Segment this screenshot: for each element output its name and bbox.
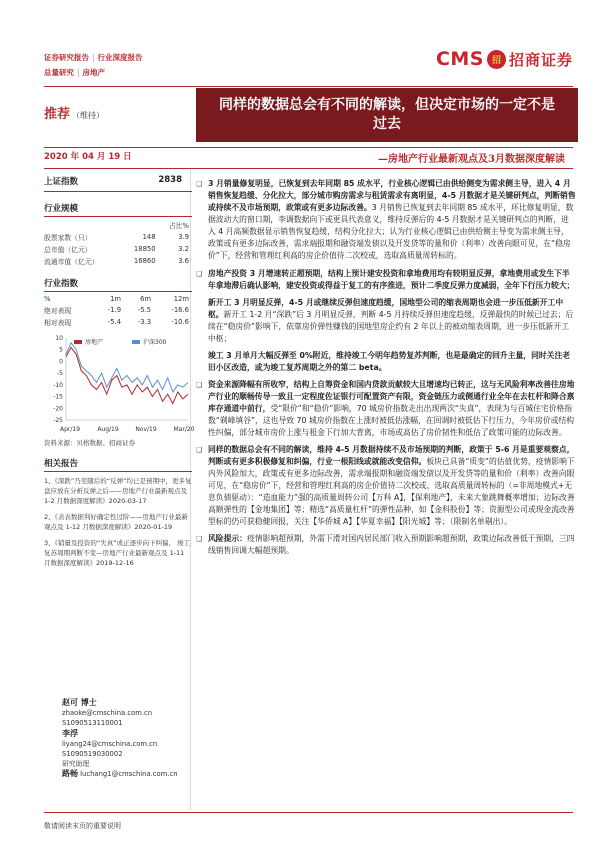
analyst-name: 李浮 [62, 728, 78, 738]
analyst-list [62, 698, 178, 780]
rating [44, 103, 104, 122]
body-paragraph: 竣工 3 月单月大幅反弹至 0%附近，维持竣工今明年趋势复苏判断，也是最确定的回升主量，同时关注老旧小区改造，或为竣工复苏周期之外的第二 beta。 [208, 351, 571, 372]
category-type: 行业深度报告 [97, 53, 143, 62]
analyst-id: S1090519030002 [62, 750, 123, 759]
legend-swatch [74, 340, 82, 344]
index-value: 2838 [158, 175, 182, 185]
analyst-name: 赵可 博士 [62, 698, 97, 707]
subtitle-rule [44, 168, 573, 169]
x-tick-label: Apr/19 [59, 426, 81, 433]
category-research: 证券研究报告 [44, 53, 89, 62]
risk-paragraph: ❑ 风险提示：疫情影响超预期，外需下滑对国内居民部门收入预期影响超预期，政策边际改善低于预期，三四线销售回调大幅超预期。 [196, 534, 575, 555]
table-row: 总市值（亿元） 18850 3.2 [44, 245, 189, 254]
index-label: 上证指数 [44, 177, 79, 187]
related-item[interactable]: 1、《深跌”乃至随后的“反弹”均已是预期中，更多复盘应放在分析反弹之后——房地产行业最新观点及 1-2 月数据深度解读》2020-03-17 [44, 477, 192, 505]
bullet-icon: ❑ [196, 446, 203, 454]
report-category: 证券研究报告 | 行业深度报告 总量研究 | 房地产 [44, 53, 143, 77]
bullet-icon: ❑ [196, 180, 203, 188]
y-tick-label: -20 [53, 405, 63, 413]
index-chart [44, 334, 195, 434]
scale-heading: 行业规模 [44, 202, 192, 217]
report-subtitle: —房地产行业最新观点及3月数据深度解读 [378, 154, 565, 165]
analyst-id: S1090513110001 [62, 719, 123, 728]
y-tick-label: 10 [55, 335, 63, 342]
related-item[interactable]: 2、《表表数据利好确定性过阶——房地产行业最新观点及 1-12 月数据深度解读》2020-01-19 [44, 513, 188, 531]
related-item[interactable]: 3、《销量及投资的“失真”或正逐步向下纠偏， 竣工复苏周期判断不变—房地产行业最新观点及 1-11 月数据深度解读》2019-12-16 [44, 539, 191, 567]
bullet-icon: ❑ [196, 381, 203, 389]
report-title: 同样的数据总会有不同的解读，但决定市场的一定不是过去 [196, 88, 578, 142]
body-paragraph: ❑ 3 月销量修复明显，已恢复到去年同期 85 成水平，行业核心逻辑已由供给侧变为需求侧主导，进入 4 月销售恢复趋缓、分化拉大，部分城市购房需求与租赁需求有离明显，4-5 月数据才是关键研判点，判断销售或持续不及市场预期，政策或有更多边际改善。3 月销售已恢复到去年同期 85 成水平，环比修复明显，数据波动大的窗口期，李调数据向下或更具代表意义，维持反弹后的 4-5 月数据才是关键研判点的判断，进入 4 月高频数据显示销售恢复趋缓，结构分化拉大；认为行业核心逻辑已由供给侧主导变为需求侧主导，政策或有更多边际改善，需求端报期和融资端发债以及开发贷等的量和价（利率）改善向眼可见，在“稳房价”下，经营和管理红利高的房企价值待二次校或，选取高质量周转标的。 [196, 179, 576, 260]
footer-note: 敬请阅读末页的重要说明 [44, 812, 573, 831]
y-tick-label: -10 [53, 381, 63, 389]
related-list [44, 476, 192, 568]
rating-sub: （维持） [72, 111, 105, 120]
analyst-name: 路畅 [62, 769, 78, 779]
scale-header-pct: 占比% [168, 222, 189, 230]
x-tick-label: Mar/20 [173, 426, 195, 433]
perf-table: % 1m 6m 12m 绝对表现 -1.9 -5.5 -16.6 相对表现 -5.4 -3.3 -10.6 [44, 294, 192, 328]
body-paragraph: ❑ 同样的数据总会有不同的解读，维持 4-5 月数据持续不及市场预期的判断，政策于 5-6 月是重要观察点，判断或有更多积极修复和纠偏，行业一根阳线或就能改变信仰。板块已具备“质变”的估值优势，疫情影响下内外风险加大，政策或有更多边际改善，需求端报期和融资端发债以及开发贷等的量和价（利率）改善向眼可见，在“稳房价”下，经营和管理红利高的房企价值待二次校或，选取高质量周转标的（=非周地模式+无息负债驱动）：“造血能力”强的高质量周转公司【万科 A】，【保利地产】，未来大象跳舞概率增加；边际改善高额弹性的【金地集团】等；精选“高质量杠杆”的弹性品种，如【金科股份】等；资源型公司或现金流改善型标的仍可获稳健回报，关注【华侨城 A】【华夏幸福】【阳光城】等；（限制名单剔出）。 [196, 445, 575, 526]
y-tick-label: 0 [59, 358, 63, 366]
legend-label: 房地产 [85, 339, 104, 346]
y-tick-label: 5 [59, 346, 63, 354]
body-paragraph: 新开工 3 月明显反弹，4-5 月或继续反弹但速度趋缓，国地型公司的缩表周期也会进一步压低新开工中枢。新开工 1-2 月“深跌”后 3 月明显反弹，判断 4-5 月持续反弹但速度趋缓，反弹最快的时候已过去；后续在“稳房价”影响下，依靠房价弹性赚钱的国地型房企约有 2 年以上的被动缩表周期，进一步压低新开工中枢； [208, 298, 574, 343]
header-rule [44, 86, 573, 87]
index-row [44, 175, 192, 192]
analyst-email[interactable]: luchang1@cmschina.com.cn [80, 770, 178, 779]
table-row: 相对表现 -5.4 -3.3 -10.6 [44, 318, 189, 327]
related-heading: 相关报告 [44, 457, 192, 472]
y-tick-label: -15 [53, 393, 63, 401]
body-paragraph: ❑ 房地产投资 3 月增速转正超预期，结构上预计建安投资和拿地费用均有较明显反弹，拿地费用或发生下半年拿地滞后确认影响，建安投资或得益于复工的有序推进，预计二季度反弹力度减弱，全年下行压力较大； [196, 269, 575, 290]
y-tick-label: -5 [57, 370, 63, 378]
legend-label: 沪深300 [143, 339, 167, 346]
category-sector: 房地产 [82, 68, 106, 77]
x-tick-label: Nov/19 [135, 426, 157, 433]
bullet-icon: ❑ [196, 270, 203, 278]
title-rule [44, 147, 573, 148]
category-scope: 总量研究 [44, 68, 74, 77]
logo-cms-text: CMS [435, 48, 484, 70]
index-chart-svg [44, 334, 195, 434]
table-row: 流通市值（亿元） 16860 3.6 [44, 257, 189, 266]
sidebar [44, 175, 195, 574]
legend-swatch [132, 340, 140, 344]
bullet-icon: ❑ [196, 535, 203, 543]
analyst-email[interactable]: zhaoke@cmschina.com.cn [62, 709, 153, 718]
analyst-email[interactable]: liyang24@cmschina.com.cn [62, 739, 158, 748]
report-body [196, 178, 576, 562]
assistant-label: 研究助理 [62, 760, 90, 769]
report-date: 2020 年 04 月 19 日 [44, 152, 132, 162]
scale-table [44, 219, 192, 267]
x-tick-label: Aug/19 [97, 426, 119, 433]
rating-label: 推荐 [44, 107, 71, 122]
table-row: 绝对表现 -1.9 -5.5 -16.6 [44, 306, 189, 315]
body-paragraph: ❑ 资金来源降幅有所收窄，结构上自筹资金和国内贷款贡献较大且增速均已转正，这与无风险利率改善往房地产行业的顺畅传导一致且一定程度佐证银行可配置资产有限，资金链压力或侧通行业全年在去杠杆和降合禀库存通道中前行，受“限价”和“稳价”影响，70 城房价指数走出出现两次“失真”，表现为与百城住宅价格指数“剃峰填谷”，这也导致 70 城房价指数在上涨时被低估涨幅，在回调时被低估下行压力，今年房价或结构性纠偏，部分城市房价上涨与租金下行加大背离，市场或高估了房价韧性和低估了政策可能的边际改善。 [196, 380, 575, 437]
chart-source: 资料来源：贝格数据、招商证券 [44, 439, 135, 447]
cms-logo [436, 48, 573, 70]
y-tick-label: -25 [53, 417, 63, 424]
table-row: 股票家数（只） 148 3.9 [44, 233, 189, 242]
logo-cn-text: 招商证券 [508, 50, 573, 69]
logo-circle-icon: 招 [487, 50, 506, 69]
perf-heading: 行业指数 [44, 277, 192, 292]
